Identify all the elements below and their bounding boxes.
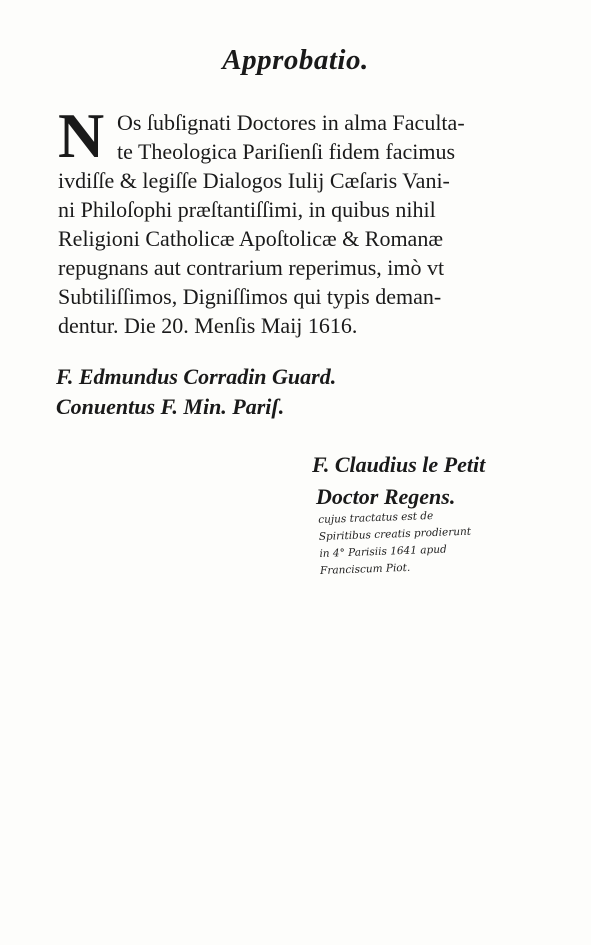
drop-cap: N [58, 100, 105, 171]
signature-first: F. Edmundus Corradin Guard. [56, 364, 337, 389]
text-line: Religioni Catholicæ Apoſtolicæ & Romanæ [58, 226, 443, 251]
page-title: Approbatio. [222, 44, 369, 76]
text-line: te Theologica Pariſienſi fidem facimus [117, 139, 456, 164]
text-line: Subtiliſſimos, Digniſſimos qui typis deman- [58, 284, 442, 309]
handwritten-line: in 4° Parisiis 1641 apud [319, 543, 447, 560]
handwritten-note [318, 507, 473, 580]
handwritten-line: Spiritibus creatis prodierunt [318, 525, 472, 543]
signature-second-office: Doctor Regens. [316, 484, 456, 509]
text-line: ni Philoſophi præſtantiſſimi, in quibus nihil [58, 197, 436, 222]
handwritten-line: Franciscum Piot. [319, 561, 411, 577]
text-line: Os ſubſignati Doctores in alma Faculta- [117, 110, 465, 135]
signature-second: F. Claudius le Petit [312, 452, 486, 477]
approbation-text [58, 100, 538, 340]
text-line: dentur. Die 20. Menſis Maij 1616. [58, 313, 358, 338]
handwritten-line: cujus tractatus est de [318, 509, 434, 526]
signature-first-office: Conuentus F. Min. Pariſ. [56, 394, 285, 419]
text-line: repugnans aut contrarium reperimus, imò vt [58, 255, 445, 280]
text-line: ivdiſſe & legiſſe Dialogos Iulij Cæſaris Vani- [58, 168, 450, 193]
